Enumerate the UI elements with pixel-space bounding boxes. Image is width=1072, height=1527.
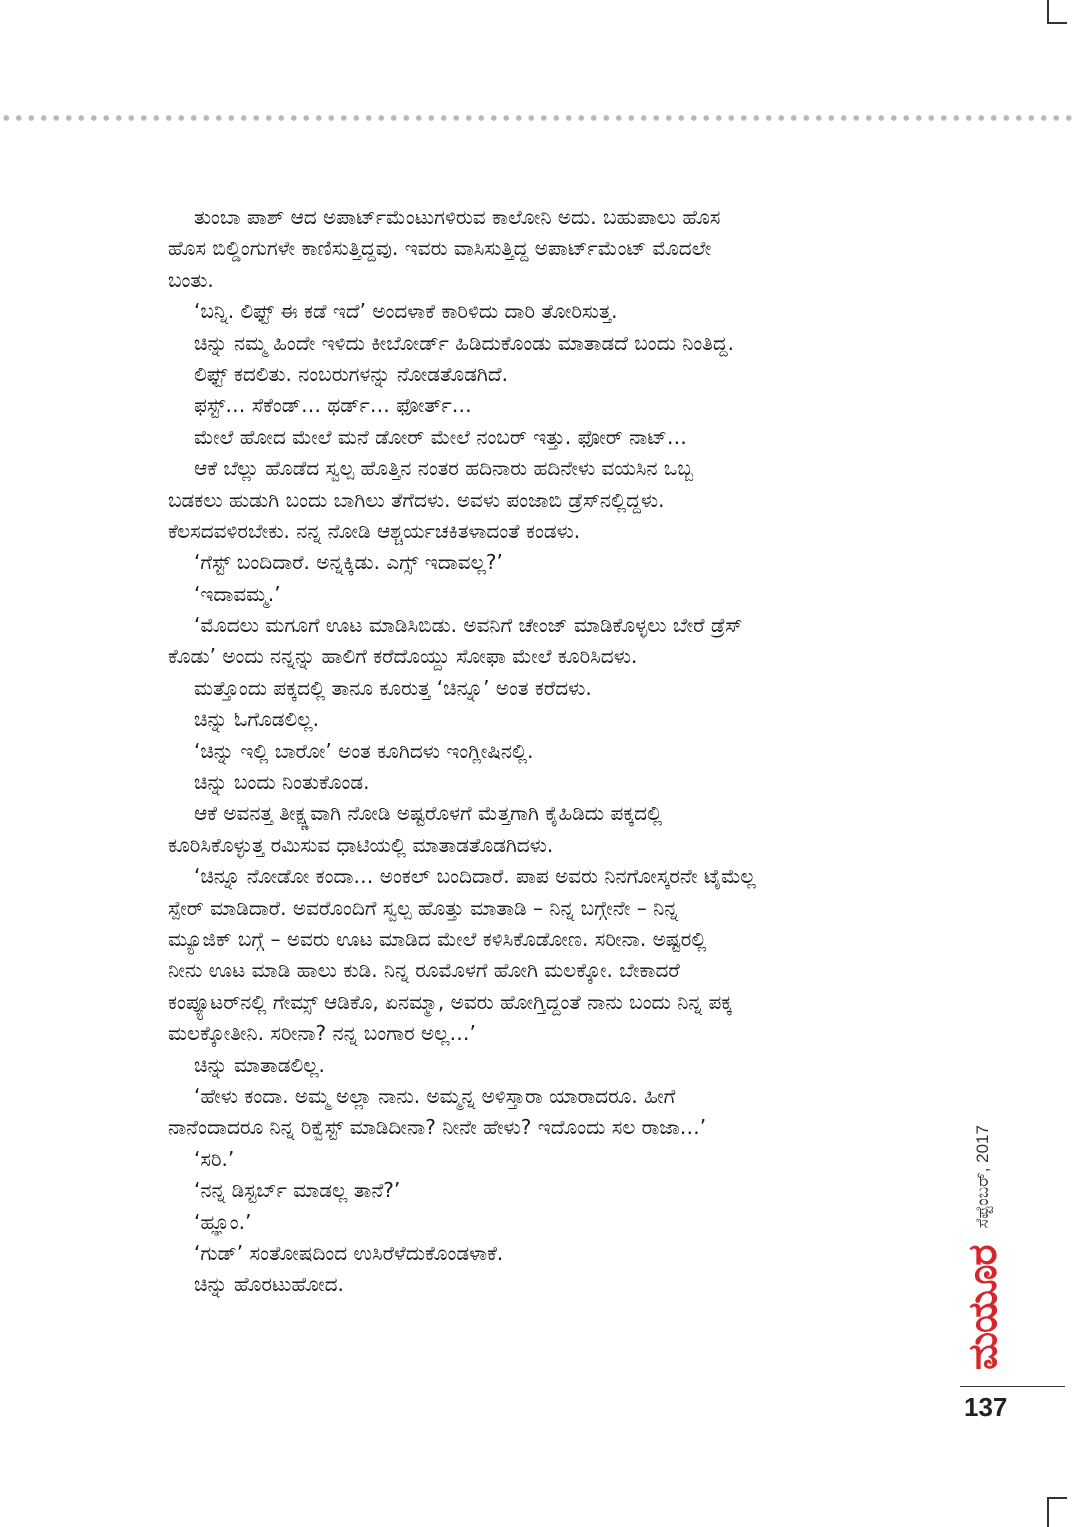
- text-line: ಚಿನ್ನು ಬಂದು ನಿಂತುಕೊಂಡ.: [194, 770, 370, 795]
- running-footer: [960, 1070, 1020, 1370]
- text-line: ಹೊಸ ಬಿಲ್ಡಿಂಗುಗಳೇ ಕಾಣಿಸುತ್ತಿದ್ದವು. ಇವರು ವಾಸಿಸುತ್ತಿದ್ದ ಅಪಾರ್ಟ್‌ಮೆಂಟ್ ಮೊದಲೇ: [168, 236, 712, 261]
- page-number: 137: [964, 1392, 1008, 1422]
- text-line: ‘ಗೆಸ್ಟ್ ಬಂದಿದಾರೆ. ಅನ್ನಕ್ಕಿಡು. ಎಗ್ಸ್ ಇದಾವಲ್ಲ?’: [194, 550, 503, 575]
- magazine-name: ಮಯೂರ: [960, 1245, 1006, 1370]
- text-line: ಸ್ಪೇರ್ ಮಾಡಿದಾರೆ. ಅವರೊಂದಿಗೆ ಸ್ವಲ್ಪ ಹೊತ್ತು ಮಾತಾಡಿ – ನಿನ್ನ ಬಗ್ಗೇನೇ – ನಿನ್ನ: [168, 895, 679, 920]
- text-line: ‘ಮೊದಲು ಮಗೂಗೆ ಊಟ ಮಾಡಿಸಿಬಿಡು. ಅವನಿಗೆ ಚೇಂಜ್ ಮಾಡಿಕೊಳ್ಳಲು ಬೇರೆ ಡ್ರೆಸ್: [194, 613, 743, 638]
- text-line: ಕೆಲಸದವಳಿರಬೇಕು. ನನ್ನ ನೋಡಿ ಆಶ್ಚರ್ಯಚಕಿತಳಾದಂತೆ ಕಂಡಳು.: [168, 518, 581, 543]
- text-line: ‘ಸರಿ.’: [194, 1146, 235, 1171]
- text-line: ಮ್ಯೂಜಿಕ್ ಬಗ್ಗೆ – ಅವರು ಊಟ ಮಾಡಿದ ಮೇಲೆ ಕಳಿಸಿಕೊಡೋಣ. ಸರೀನಾ. ಅಷ್ಟರಲ್ಲಿ: [168, 926, 707, 951]
- text-line: ನಾನೆಂದಾದರೂ ನಿನ್ನ ರಿಕ್ವೆಸ್ಟ್ ಮಾಡಿದೀನಾ? ನೀನೇ ಹೇಳು? ಇದೊಂದು ಸಲ ರಾಜಾ…’: [168, 1115, 707, 1140]
- text-line: ಬಡಕಲು ಹುಡುಗಿ ಬಂದು ಬಾಗಿಲು ತೆಗೆದಳು. ಅವಳು ಪಂಜಾಬಿ ಡ್ರೆಸ್‌ನಲ್ಲಿದ್ದಳು.: [168, 487, 665, 512]
- text-line: ‘ಚಿನ್ನೂ ನೋಡೋ ಕಂದಾ… ಅಂಕಲ್ ಬಂದಿದಾರೆ. ಪಾಪ ಅವರು ನಿನಗೋಸ್ಕರನೇ ಟೈಮೆಲ್ಲ: [194, 864, 756, 889]
- text-line: ‘ಗುಡ್’ ಸಂತೋಷದಿಂದ ಉಸಿರೆಳೆದುಕೊಂಡಳಾಕೆ.: [194, 1240, 504, 1265]
- text-line: ‘ಚಿನ್ನು ಇಲ್ಲಿ ಬಾರೋ’ ಅಂತ ಕೂಗಿದಳು ಇಂಗ್ಲೀಷಿನಲ್ಲಿ.: [194, 738, 534, 763]
- text-line: ‘ಬನ್ನಿ. ಲಿಫ್ಟ್ ಈ ಕಡೆ ಇದೆ’ ಅಂದಳಾಕೆ ಕಾರಿಳಿದು ದಾರಿ ತೋರಿಸುತ್ತ.: [194, 299, 618, 324]
- text-line: ಚಿನ್ನು ನಮ್ಮ ಹಿಂದೇ ಇಳಿದು ಕೀಬೋರ್ಡ್ ಹಿಡಿದುಕೊಂಡು ಮಾತಾಡದೆ ಬಂದು ನಿಂತಿದ್ದ.: [194, 330, 734, 355]
- text-line: ಆಕೆ ಬೆಲ್ಲು ಹೊಡೆದ ಸ್ವಲ್ಪ ಹೊತ್ತಿನ ನಂತರ ಹದಿನಾರು ಹದಿನೇಳು ವಯಸಿನ ಒಬ್ಬ: [194, 456, 694, 481]
- text-line: ಕಂಪ್ಯೂಟರ್‌ನಲ್ಲಿ ಗೇಮ್ಸ್ ಆಡಿಕೊ, ಏನಮ್ಮಾ, ಅವರು ಹೋಗ್ತಿದ್ದಂತೆ ನಾನು ಬಂದು ನಿನ್ನ ಪಕ್ಕ: [168, 989, 733, 1014]
- text-line: ‘ನನ್ನ ಡಿಸ್ಟರ್ಬ್ ಮಾಡಲ್ಲ ತಾನೆ?’: [194, 1178, 401, 1203]
- dotted-header-rule: [0, 112, 1072, 124]
- text-line: ಫಸ್ಟ್… ಸೆಕೆಂಡ್… ಥರ್ಡ್… ಫೋರ್ತ್…: [194, 393, 472, 418]
- article-body: [168, 202, 928, 1301]
- text-line: ಲಿಫ್ಟ್ ಕದಲಿತು. ನಂಬರುಗಳನ್ನು ನೋಡತೊಡಗಿದೆ.: [194, 361, 508, 386]
- text-line: ‘ಇದಾವಮ್ಮ.’: [194, 581, 281, 606]
- page-number-rule: [960, 1386, 1065, 1387]
- crop-mark-bottom: [1047, 1497, 1067, 1527]
- text-line: ಕೂರಿಸಿಕೊಳ್ಳುತ್ತ ರಮಿಸುವ ಧಾಟಿಯಲ್ಲಿ ಮಾತಾಡತೊಡಗಿದಳು.: [168, 832, 554, 857]
- text-line: ತುಂಬಾ ಪಾಶ್ ಆದ ಅಪಾರ್ಟ್‌ಮೆಂಟುಗಳಿರುವ ಕಾಲೋನಿ ಅದು. ಬಹುಪಾಲು ಹೊಸ: [194, 205, 721, 229]
- text-line: ‘ಹ್ಞೂಂ.’: [194, 1209, 252, 1234]
- issue-date: ಸೆಪ್ಟೆಂಬರ್, 2017: [973, 1125, 992, 1229]
- text-line: ‘ಹೇಳು ಕಂದಾ. ಅಮ್ಮ ಅಲ್ಲಾ ನಾನು. ಅಮ್ಮನ್ನ ಅಳಿಸ್ತಾರಾ ಯಾರಾದರೂ. ಹೀಗೆ: [194, 1083, 676, 1108]
- text-line: ಮಲಕ್ಕೋತೀನಿ. ಸರೀನಾ? ನನ್ನ ಬಂಗಾರ ಅಲ್ಲ…’: [168, 1021, 476, 1046]
- text-line: ಬಂತು.: [168, 267, 214, 292]
- text-line: ಚಿನ್ನು ಮಾತಾಡಲಿಲ್ಲ.: [194, 1052, 325, 1077]
- text-line: ಆಕೆ ಅವನತ್ತ ತೀಕ್ಷ್ಣವಾಗಿ ನೋಡಿ ಅಷ್ಟರೊಳಗೆ ಮೆತ್ತಗಾಗಿ ಕೈಹಿಡಿದು ಪಕ್ಕದಲ್ಲಿ: [194, 801, 663, 826]
- text-line: ಚಿನ್ನು ಹೊರಟುಹೋದ.: [194, 1272, 344, 1297]
- text-line: ಮತ್ತೊಂದು ಪಕ್ಕದಲ್ಲಿ ತಾನೂ ಕೂರುತ್ತ ‘ಚಿನ್ನೂ’ ಅಂತ ಕರೆದಳು.: [194, 675, 592, 700]
- text-line: ಮೇಲೆ ಹೋದ ಮೇಲೆ ಮನೆ ಡೋರ್ ಮೇಲೆ ನಂಬರ್ ಇತ್ತು. ಫೋರ್ ನಾಟ್…: [194, 424, 687, 449]
- text-line: ನೀನು ಊಟ ಮಾಡಿ ಹಾಲು ಕುಡಿ. ನಿನ್ನ ರೂಮೊಳಗೆ ಹೋಗಿ ಮಲಕ್ಕೋ. ಬೇಕಾದರೆ: [168, 958, 680, 983]
- crop-mark-top: [1047, 0, 1067, 24]
- text-line: ಚಿನ್ನು ಓಗೊಡಲಿಲ್ಲ.: [194, 707, 319, 732]
- text-line: ಕೊಡು’ ಅಂದು ನನ್ನನ್ನು ಹಾಲಿಗೆ ಕರೆದೊಯ್ದು ಸೋಫಾ ಮೇಲೆ ಕೂರಿಸಿದಳು.: [168, 644, 638, 669]
